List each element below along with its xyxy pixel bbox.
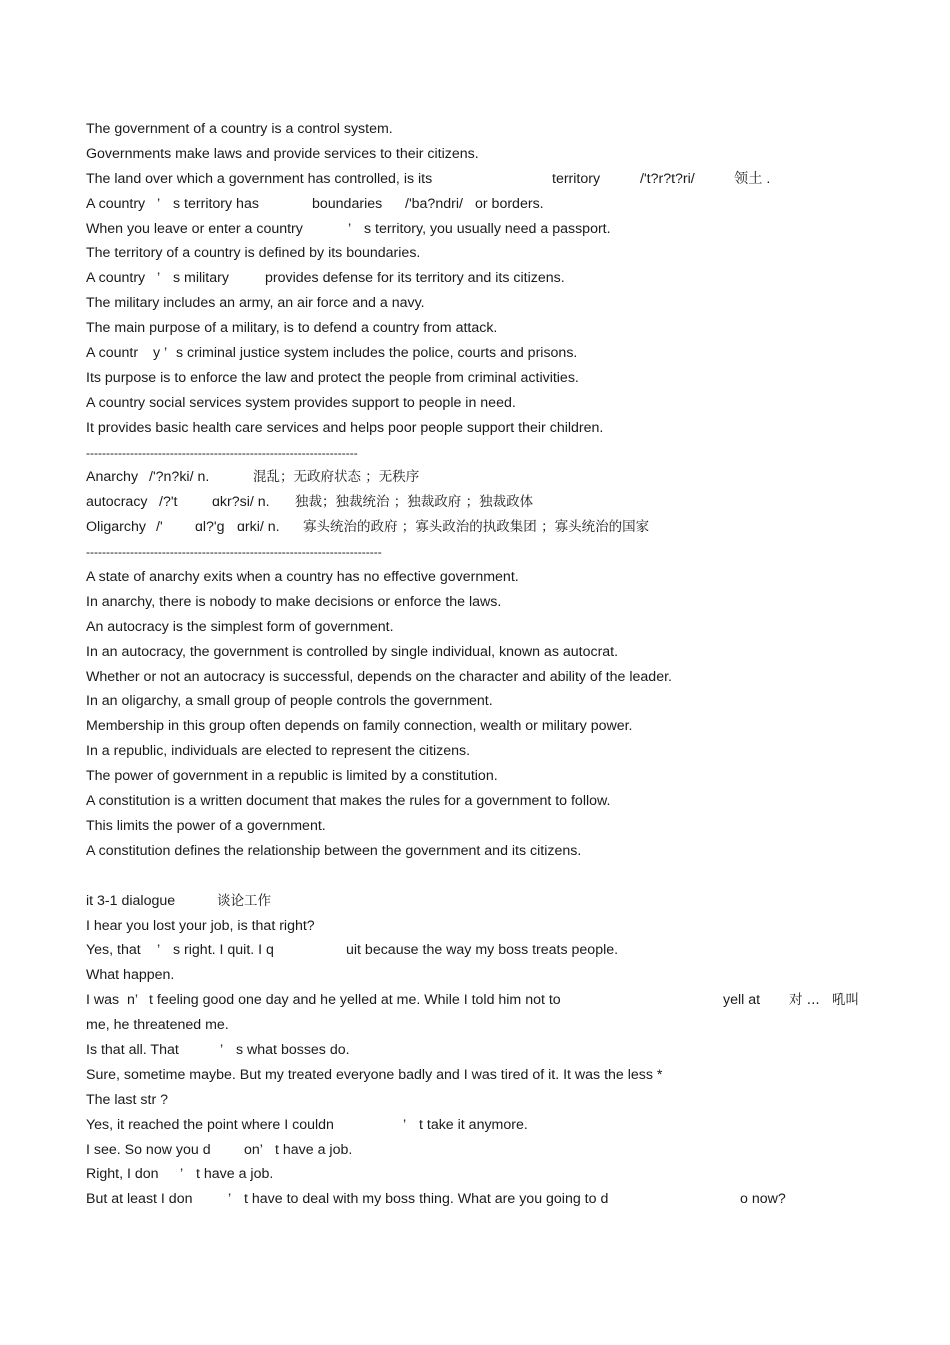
text-segment: A countr xyxy=(86,345,139,362)
text-line xyxy=(86,492,876,517)
text-segment: -------------------------------------------------------------------- xyxy=(86,445,358,460)
text-segment: provides defense for its territory and its citizens. xyxy=(265,270,565,287)
text-segment: A constitution is a written document that makes the rules for a government to follow. xyxy=(86,793,611,810)
text-segment: A constitution defines the relationship between the government and its citizens. xyxy=(86,842,582,859)
text-line xyxy=(86,791,876,816)
text-segment: In an autocracy, the government is controlled by single individual, known as autocrat. xyxy=(86,643,619,660)
text-segment: s right. I quit. I q xyxy=(173,942,274,959)
text-segment: ’ xyxy=(157,942,161,959)
text-segment: Governments make laws and provide services to their citizens. xyxy=(86,145,479,162)
text-segment: What happen. xyxy=(86,967,175,984)
text-line xyxy=(86,866,876,891)
text-segment: The power of government in a republic is limited by a constitution. xyxy=(86,768,498,785)
text-line xyxy=(86,1040,876,1065)
text-line xyxy=(86,990,876,1015)
text-line xyxy=(86,169,876,194)
text-segment: The main purpose of a military, is to defend a country from attack. xyxy=(86,320,498,337)
text-segment: t have to deal with my boss thing. What are you going to d xyxy=(244,1191,609,1208)
text-line xyxy=(86,194,876,219)
text-line xyxy=(86,617,876,642)
text-line xyxy=(86,393,876,418)
text-segment: s military xyxy=(173,270,229,287)
text-segment: -------------------------------------------------------------------------- xyxy=(86,545,382,560)
text-segment: This limits the power of a government. xyxy=(86,817,326,834)
text-segment: /' xyxy=(156,519,163,536)
text-line xyxy=(86,517,876,542)
text-segment: ’ xyxy=(164,345,168,362)
text-segment: Membership in this group often depends on family connection, wealth or military power. xyxy=(86,718,633,735)
text-segment: ’ xyxy=(228,1191,232,1208)
text-segment: Yes, that xyxy=(86,942,141,959)
text-segment: or borders. xyxy=(475,195,544,212)
text-line xyxy=(86,965,876,990)
text-line xyxy=(86,467,876,492)
text-segment: /?'t xyxy=(159,494,178,511)
text-line xyxy=(86,916,876,941)
text-segment: ’ xyxy=(403,1116,407,1133)
text-line xyxy=(86,144,876,169)
text-segment: An autocracy is the simplest form of government. xyxy=(86,618,394,635)
text-segment: The military includes an army, an air force and a navy. xyxy=(86,295,425,312)
text-segment: s criminal justice system includes the police, courts and prisons. xyxy=(176,345,578,362)
text-segment: In a republic, individuals are elected to represent the citizens. xyxy=(86,743,471,760)
text-segment: I hear you lost your job, is that right? xyxy=(86,917,315,934)
text-line xyxy=(86,268,876,293)
text-segment: s territory, you usually need a passport. xyxy=(364,220,611,237)
text-segment: I see. So now you d xyxy=(86,1141,211,1158)
text-segment: Is that all. That xyxy=(86,1041,179,1058)
text-segment: A country xyxy=(86,270,146,287)
text-segment: Sure, sometime maybe. But my treated everyone badly and I was tired of it. It was the less * xyxy=(86,1066,663,1083)
text-segment: t have a job. xyxy=(196,1166,274,1183)
text-line xyxy=(86,642,876,667)
text-segment: The government of a country is a control system. xyxy=(86,121,393,137)
text-line xyxy=(86,940,876,965)
text-line xyxy=(86,243,876,268)
text-segment: /'t?r?t?ri/ xyxy=(640,170,695,187)
text-line xyxy=(86,542,876,567)
text-line xyxy=(86,293,876,318)
text-line xyxy=(86,1189,876,1214)
text-line xyxy=(86,667,876,692)
text-segment: on’ xyxy=(244,1141,263,1158)
text-segment: But at least I don xyxy=(86,1191,193,1208)
text-line xyxy=(86,841,876,866)
text-segment: The land over which a government has controlled, is its xyxy=(86,170,433,187)
text-segment: It provides basic health care services and helps poor people support their children. xyxy=(86,419,604,436)
text-line xyxy=(86,1090,876,1115)
text-segment: ’ xyxy=(220,1041,224,1058)
text-line xyxy=(86,741,876,766)
text-line xyxy=(86,219,876,244)
text-segment: A country social services system provides support to people in need. xyxy=(86,394,516,411)
text-line xyxy=(86,1164,876,1189)
text-segment: autocracy xyxy=(86,494,148,511)
text-segment: t feeling good one day and he yelled at me. While I told him not to xyxy=(149,992,561,1009)
text-segment: territory xyxy=(552,170,601,187)
text-line xyxy=(86,1115,876,1140)
text-segment: n’ xyxy=(127,992,139,1009)
text-segment: yell at xyxy=(723,992,761,1009)
text-line xyxy=(86,691,876,716)
text-line xyxy=(86,766,876,791)
text-line xyxy=(86,119,876,144)
text-segment: ɑkr?si/ n. xyxy=(212,494,270,511)
text-segment: uit because the way my boss treats people. xyxy=(346,942,619,959)
text-segment: Oligarchy xyxy=(86,519,146,536)
text-line xyxy=(86,418,876,443)
text-segment: y xyxy=(153,345,161,362)
text-segment: When you leave or enter a country xyxy=(86,220,303,237)
text-segment: ɑrki/ n. xyxy=(237,519,280,536)
text-line xyxy=(86,343,876,368)
text-segment: I was xyxy=(86,992,120,1009)
text-segment: The territory of a country is defined by its boundaries. xyxy=(86,245,421,262)
text-segment: boundaries xyxy=(312,195,383,212)
text-line xyxy=(86,443,876,468)
text-line xyxy=(86,891,876,916)
text-segment: ɑl?'g xyxy=(195,519,225,536)
text-segment: Right, I don xyxy=(86,1166,159,1183)
text-segment: In an oligarchy, a small group of people controls the government. xyxy=(86,693,493,710)
text-segment: Anarchy xyxy=(86,469,139,486)
text-line xyxy=(86,816,876,841)
text-segment: Its purpose is to enforce the law and protect the people from criminal activities. xyxy=(86,369,579,386)
text-segment: ’ xyxy=(348,220,352,237)
text-segment: t take it anymore. xyxy=(419,1116,528,1133)
text-line xyxy=(86,318,876,343)
text-segment: 寡头统治的政府 ；寡头政治的执政集团 ；寡头统治的国家 xyxy=(303,519,650,536)
text-line xyxy=(86,716,876,741)
text-segment: ’ xyxy=(157,195,161,212)
text-line xyxy=(86,1065,876,1090)
text-segment: Yes, it reached the point where I couldn xyxy=(86,1116,334,1133)
text-segment: 谈论工作 xyxy=(217,892,271,909)
text-line xyxy=(86,592,876,617)
text-segment: ’ xyxy=(157,270,161,287)
text-segment: /'ba?ndri/ xyxy=(405,195,463,212)
text-segment: 独裁；独裁统治 ；独裁政府 ；独裁政体 xyxy=(295,494,534,511)
text-segment: ’ xyxy=(180,1166,184,1183)
text-line xyxy=(86,368,876,393)
text-segment: Whether or not an autocracy is successful, depends on the character and ability of the leader. xyxy=(86,668,672,685)
text-segment: o now? xyxy=(740,1191,786,1208)
text-segment: /'?n?ki/ n. xyxy=(149,469,210,486)
text-segment: s what bosses do. xyxy=(236,1041,350,1058)
text-segment: it 3-1 dialogue xyxy=(86,892,176,909)
text-segment: In anarchy, there is nobody to make decisions or enforce the laws. xyxy=(86,593,502,610)
text-segment: me, he threatened me. xyxy=(86,1017,229,1034)
text-segment: A country xyxy=(86,195,146,212)
text-segment: 混乱；无政府状态 ；无秩序 xyxy=(253,469,420,486)
text-line xyxy=(86,1140,876,1165)
text-segment: A state of anarchy exits when a country has no effective government. xyxy=(86,569,519,586)
text-line xyxy=(86,1015,876,1040)
text-segment: The last str ? xyxy=(86,1091,169,1108)
text-segment: 领土 . xyxy=(734,170,771,187)
text-line xyxy=(86,567,876,592)
text-segment: t have a job. xyxy=(275,1141,353,1158)
text-segment: 吼叫 xyxy=(832,992,859,1009)
document-page xyxy=(86,119,876,1214)
text-segment: s territory has xyxy=(173,195,259,212)
text-segment: 对 ... xyxy=(789,992,820,1009)
